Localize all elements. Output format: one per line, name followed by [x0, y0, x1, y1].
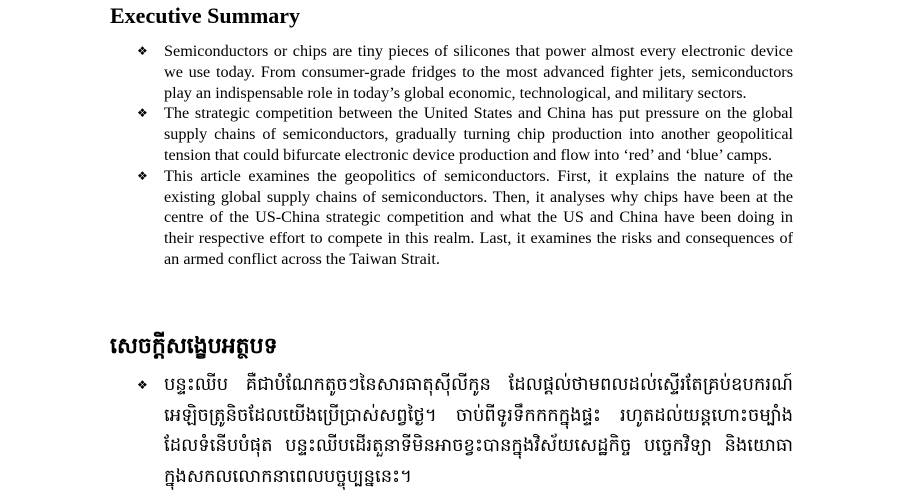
list-item: [137, 41, 793, 103]
bullet-text: This article examines the geopolitics of semiconductors. First, it explains the nature of the existing global supply chains of semiconductors. Then, it analyses why chips have been at the centre of the US-China strategic competition and what the US and China have been doing in their respective effort to compete in this realm. Last, it examines the risks and consequences of an armed conflict across the Taiwan Strait.: [164, 166, 793, 268]
list-item: [137, 166, 793, 270]
diamond-bullet-icon: ❖: [137, 378, 148, 392]
diamond-bullet-icon: ❖: [137, 106, 148, 121]
diamond-bullet-icon: ❖: [137, 44, 148, 58]
english-bullet-list: [137, 41, 793, 270]
list-item: [137, 370, 793, 492]
khmer-bullet-list: [137, 370, 793, 492]
heading-khmer-summary: សេចក្តីសង្ខេបអត្ថបទ: [110, 334, 278, 359]
bullet-text: Semiconductors or chips are tiny pieces of silicones that power almost every electronic device we use today. From consumer-grade fridges to the most advanced fighter jets, semiconductors play an indispensable role in today’s global economic, technological, and military sectors.: [164, 42, 793, 102]
list-item: [137, 103, 793, 165]
bullet-text: បន្ទះឈីប គឺជាបំណែកតូចៗនៃសារធាតុស៊ីលីកូន ដែលផ្តល់ថាមពលដល់ស្ទើរតែគ្រប់ឧបករណ៍អេឡិចត្រូនិចដែលយើងប្រើប្រាស់សព្វថ្ងៃ។ ចាប់ពីទូរទឹកកកក្នុងផ្ទះ រហូតដល់យន្តហោះចម្បាំងដែលទំនើបបំផុត បន្ទះឈីបដើរតួនាទីមិនអាចខ្វះបានក្នុងវិស័យសេដ្ឋកិច្ច បច្ចេកវិទ្យា និងយោធាក្នុងសកលលោកនាពេលបច្ចុប្បន្ននេះ។: [164, 374, 793, 487]
heading-executive-summary: Executive Summary: [110, 3, 301, 28]
bullet-text: The strategic competition between the United States and China has put pressure on the global supply chains of semiconductors, gradually turning chip production into another geopolitical tension that could bifurcate electronic device production and flow into ‘red’ and ‘blue’ camps.: [164, 104, 793, 164]
diamond-bullet-icon: ❖: [137, 168, 148, 183]
